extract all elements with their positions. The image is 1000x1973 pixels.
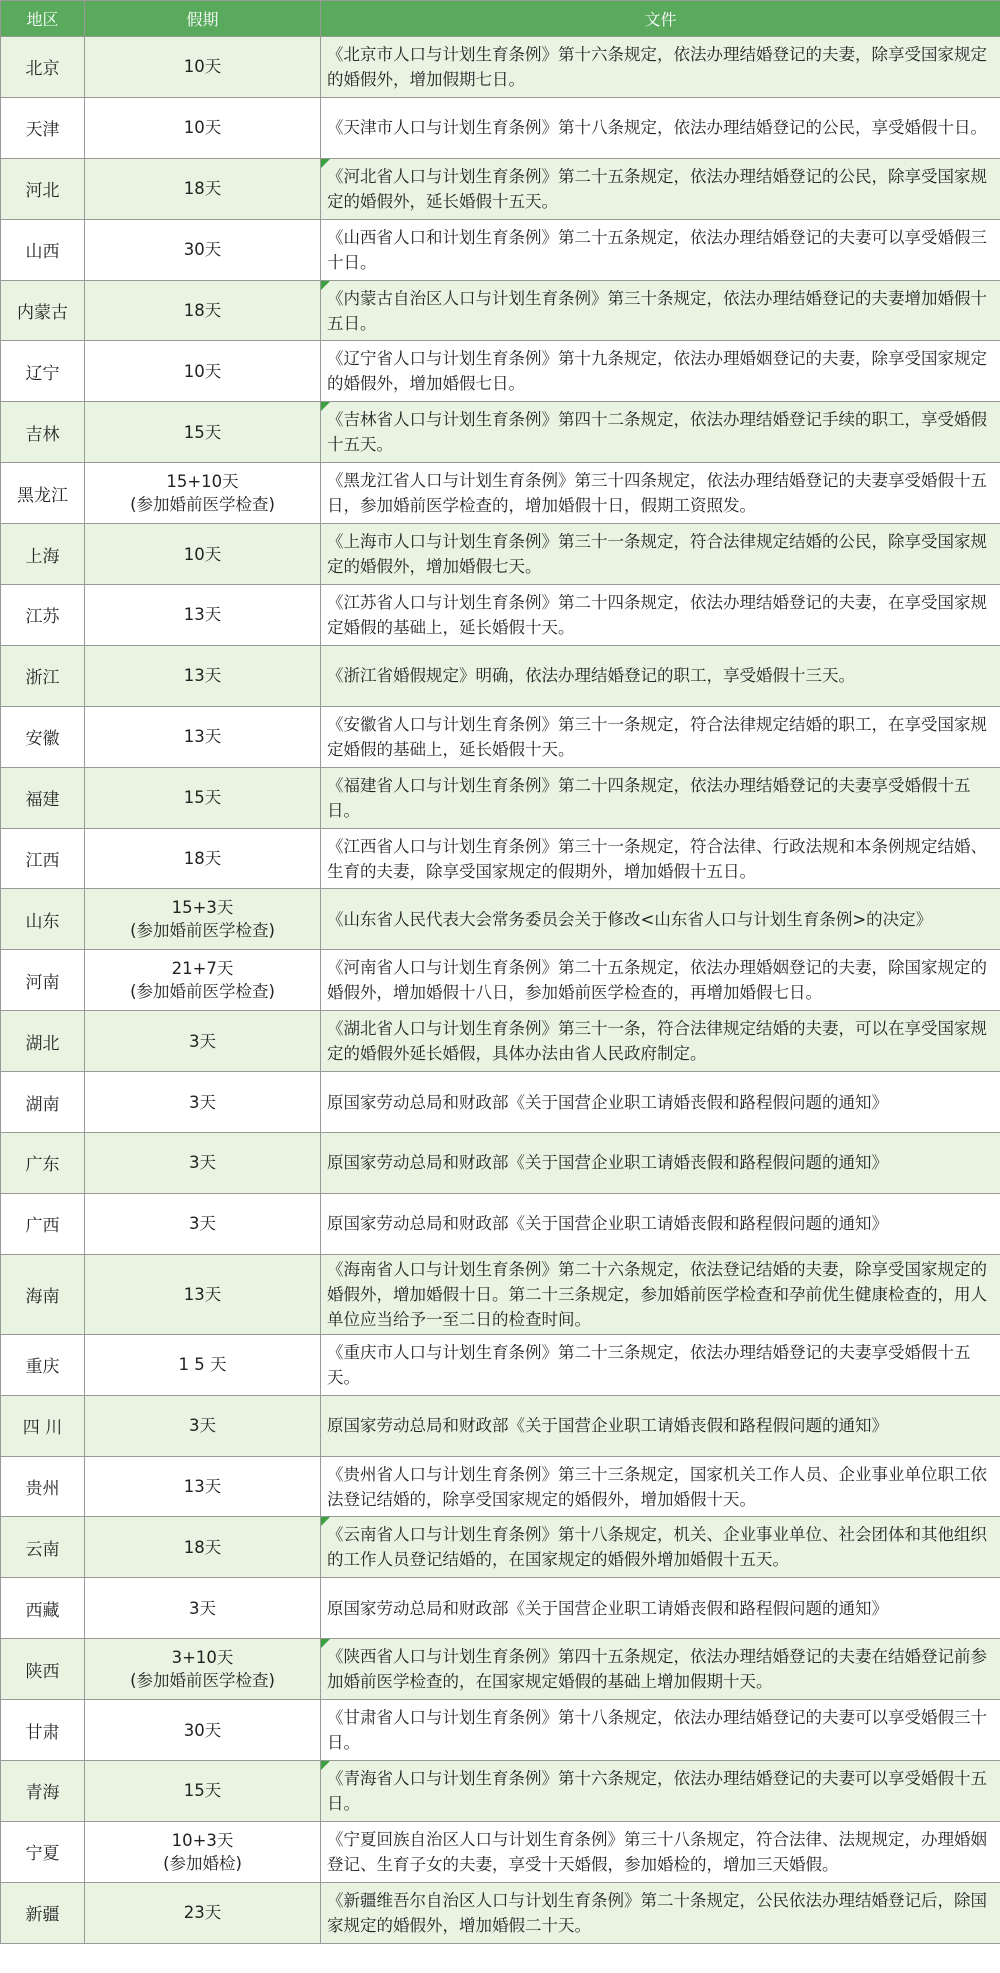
days-note: (参加婚前医学检查)	[130, 495, 275, 515]
days-cell	[85, 402, 321, 463]
days-cell	[85, 97, 321, 158]
region-cell: 天津	[1, 97, 85, 158]
days-value: 13天	[183, 605, 222, 625]
days-value: 3天	[189, 1153, 216, 1173]
days-cell	[85, 1456, 321, 1517]
document-cell: 《吉林省人口与计划生育条例》第四十二条规定，依法办理结婚登记手续的职工，享受婚假十五天。	[321, 402, 1000, 463]
document-cell: 原国家劳动总局和财政部《关于国营企业职工请婚丧假和路程假问题的通知》	[321, 1395, 1000, 1456]
days-value: 15天	[183, 1781, 222, 1801]
table-row	[1, 1254, 1000, 1334]
document-cell: 《重庆市人口与计划生育条例》第二十三条规定，依法办理结婚登记的夫妻享受婚假十五天。	[321, 1334, 1000, 1395]
days-cell	[85, 1882, 321, 1943]
days-cell	[85, 1334, 321, 1395]
days-cell	[85, 889, 321, 950]
table-row	[1, 37, 1000, 98]
days-cell	[85, 341, 321, 402]
region-cell: 重庆	[1, 1334, 85, 1395]
days-value: 3天	[189, 1031, 216, 1051]
region-cell: 湖南	[1, 1072, 85, 1133]
days-value: 10+3天	[171, 1830, 234, 1850]
days-cell	[85, 706, 321, 767]
region-cell: 江苏	[1, 585, 85, 646]
days-value: 13天	[183, 1477, 222, 1497]
days-cell	[85, 1011, 321, 1072]
days-value: 30天	[183, 240, 222, 260]
table-row	[1, 1334, 1000, 1395]
document-cell: 《福建省人口与计划生育条例》第二十四条规定，依法办理结婚登记的夫妻享受婚假十五日。	[321, 767, 1000, 828]
days-value: 3+10天	[171, 1648, 234, 1668]
region-cell: 广东	[1, 1133, 85, 1194]
region-cell: 湖北	[1, 1011, 85, 1072]
days-value: 18天	[183, 179, 222, 199]
days-cell	[85, 1821, 321, 1882]
table-row	[1, 1821, 1000, 1882]
days-cell	[85, 1761, 321, 1822]
document-cell: 《江苏省人口与计划生育条例》第二十四条规定，依法办理结婚登记的夫妻，在享受国家规定婚假的基础上，延长婚假十天。	[321, 585, 1000, 646]
header-region: 地区	[1, 1, 85, 37]
days-cell	[85, 1072, 321, 1133]
days-cell	[85, 524, 321, 585]
days-value: 30天	[183, 1720, 222, 1740]
table-row	[1, 1578, 1000, 1639]
days-value: 18天	[183, 301, 222, 320]
days-value: 1 5 天	[178, 1355, 227, 1375]
table-row	[1, 767, 1000, 828]
region-cell: 山东	[1, 889, 85, 950]
region-cell: 西藏	[1, 1578, 85, 1639]
document-cell: 《宁夏回族自治区人口与计划生育条例》第三十八条规定，符合法律、法规规定，办理婚姻登记、生育子女的夫妻，享受十天婚假，参加婚检的，增加三天婚假。	[321, 1821, 1000, 1882]
days-cell	[85, 1395, 321, 1456]
days-note: (参加婚前医学检查)	[130, 921, 275, 941]
table-row	[1, 97, 1000, 158]
days-value: 10天	[183, 57, 222, 77]
document-cell: 《湖北省人口与计划生育条例》第三十一条，符合法律规定结婚的夫妻，可以在享受国家规定的婚假外延长婚假，具体办法由省人民政府制定。	[321, 1011, 1000, 1072]
days-value: 18天	[183, 1537, 222, 1557]
document-cell: 《山东省人民代表大会常务委员会关于修改<山东省人口与计划生育条例>的决定》	[321, 889, 1000, 950]
days-value: 3天	[189, 1214, 216, 1234]
table-row	[1, 1517, 1000, 1578]
region-cell: 河南	[1, 950, 85, 1011]
document-cell: 《陕西省人口与计划生育条例》第四十五条规定，依法办理结婚登记的夫妻在结婚登记前参加婚前医学检查的，在国家规定婚假的基础上增加假期十天。	[321, 1639, 1000, 1700]
days-value: 18天	[183, 849, 222, 869]
document-cell: 《江西省人口与计划生育条例》第三十一条规定，符合法律、行政法规和本条例规定结婚、生育的夫妻，除享受国家规定的假期外，增加婚假十五日。	[321, 828, 1000, 889]
region-cell: 江西	[1, 828, 85, 889]
days-value: 13天	[183, 727, 222, 747]
days-cell	[85, 767, 321, 828]
document-cell: 原国家劳动总局和财政部《关于国营企业职工请婚丧假和路程假问题的通知》	[321, 1578, 1000, 1639]
days-cell	[85, 585, 321, 646]
document-cell: 《北京市人口与计划生育条例》第十六条规定，依法办理结婚登记的夫妻，除享受国家规定的婚假外，增加假期七日。	[321, 37, 1000, 98]
days-value: 3天	[189, 1092, 216, 1112]
document-cell: 原国家劳动总局和财政部《关于国营企业职工请婚丧假和路程假问题的通知》	[321, 1193, 1000, 1254]
days-cell	[85, 280, 321, 341]
region-cell: 浙江	[1, 645, 85, 706]
table-row	[1, 1700, 1000, 1761]
region-cell: 广西	[1, 1193, 85, 1254]
days-cell	[85, 1193, 321, 1254]
table-row	[1, 219, 1000, 280]
table-row	[1, 889, 1000, 950]
days-cell	[85, 828, 321, 889]
region-cell: 新疆	[1, 1882, 85, 1943]
days-value: 10天	[183, 361, 222, 381]
days-cell	[85, 1578, 321, 1639]
header-days: 假期	[85, 1, 321, 37]
region-cell: 北京	[1, 37, 85, 98]
document-cell: 《青海省人口与计划生育条例》第十六条规定，依法办理结婚登记的夫妻可以享受婚假十五日。	[321, 1761, 1000, 1822]
days-value: 15天	[183, 422, 222, 442]
table-row	[1, 1456, 1000, 1517]
region-cell: 宁夏	[1, 1821, 85, 1882]
table-row	[1, 645, 1000, 706]
region-cell: 上海	[1, 524, 85, 585]
table-row	[1, 706, 1000, 767]
document-cell: 《云南省人口与计划生育条例》第十八条规定，机关、企业事业单位、社会团体和其他组织的工作人员登记结婚的，在国家规定的婚假外增加婚假十五天。	[321, 1517, 1000, 1578]
region-cell: 安徽	[1, 706, 85, 767]
days-value: 15+3天	[171, 898, 234, 918]
region-cell: 陕西	[1, 1639, 85, 1700]
region-cell: 黑龙江	[1, 463, 85, 524]
table-row	[1, 1133, 1000, 1194]
days-cell	[85, 1517, 321, 1578]
table-row	[1, 402, 1000, 463]
table-row	[1, 1761, 1000, 1822]
document-cell: 《辽宁省人口与计划生育条例》第十九条规定，依法办理婚姻登记的夫妻，除享受国家规定的婚假外，增加婚假七日。	[321, 341, 1000, 402]
document-cell: 《海南省人口与计划生育条例》第二十六条规定，依法登记结婚的夫妻，除享受国家规定的婚假外，增加婚假十日。第二十三条规定，参加婚前医学检查和孕前优生健康检查的，用人单位应当给予一至二日的检查时间。	[321, 1254, 1000, 1334]
days-note: (参加婚检)	[163, 1853, 242, 1873]
days-cell	[85, 463, 321, 524]
days-cell	[85, 1133, 321, 1194]
table-row	[1, 1395, 1000, 1456]
days-cell	[85, 158, 321, 219]
table-row	[1, 828, 1000, 889]
days-value: 23天	[183, 1903, 222, 1923]
days-cell	[85, 1700, 321, 1761]
table-row	[1, 585, 1000, 646]
days-value: 10天	[183, 544, 222, 564]
days-value: 21+7天	[171, 959, 234, 979]
region-cell: 山西	[1, 219, 85, 280]
region-cell: 海南	[1, 1254, 85, 1334]
days-value: 13天	[183, 1284, 222, 1304]
days-cell	[85, 645, 321, 706]
region-cell: 福建	[1, 767, 85, 828]
header-doc: 文件	[321, 1, 1000, 37]
table-row	[1, 1639, 1000, 1700]
table-row	[1, 158, 1000, 219]
table-row	[1, 524, 1000, 585]
days-cell	[85, 950, 321, 1011]
days-value: 3天	[189, 1598, 216, 1618]
document-cell: 《贵州省人口与计划生育条例》第三十三条规定，国家机关工作人员、企业事业单位职工依法登记结婚的，除享受国家规定的婚假外，增加婚假十天。	[321, 1456, 1000, 1517]
region-cell: 云南	[1, 1517, 85, 1578]
days-cell	[85, 1254, 321, 1334]
table-row	[1, 1011, 1000, 1072]
table-row	[1, 950, 1000, 1011]
document-cell: 原国家劳动总局和财政部《关于国营企业职工请婚丧假和路程假问题的通知》	[321, 1133, 1000, 1194]
region-cell: 河北	[1, 158, 85, 219]
region-cell: 吉林	[1, 402, 85, 463]
document-cell: 《山西省人口和计划生育条例》第二十五条规定，依法办理结婚登记的夫妻可以享受婚假三十日。	[321, 219, 1000, 280]
table-row	[1, 1193, 1000, 1254]
region-cell: 甘肃	[1, 1700, 85, 1761]
document-cell: 《天津市人口与计划生育条例》第十八条规定，依法办理结婚登记的公民，享受婚假十日。	[321, 97, 1000, 158]
document-cell: 《内蒙古自治区人口与计划生育条例》第三十条规定，依法办理结婚登记的夫妻增加婚假十五日。	[321, 280, 1000, 341]
document-cell: 《安徽省人口与计划生育条例》第三十一条规定，符合法律规定结婚的职工，在享受国家规定婚假的基础上，延长婚假十天。	[321, 706, 1000, 767]
days-cell	[85, 219, 321, 280]
days-value: 15+10天	[166, 472, 239, 492]
header-row	[1, 1, 1000, 37]
region-cell: 内蒙古	[1, 280, 85, 341]
region-cell: 贵州	[1, 1456, 85, 1517]
days-value: 10天	[183, 118, 222, 138]
document-cell: 《河北省人口与计划生育条例》第二十五条规定，依法办理结婚登记的公民，除享受国家规定的婚假外，延长婚假十五天。	[321, 158, 1000, 219]
days-note: (参加婚前医学检查)	[130, 982, 275, 1002]
region-cell: 辽宁	[1, 341, 85, 402]
document-cell: 《黑龙江省人口与计划生育条例》第三十四条规定，依法办理结婚登记的夫妻享受婚假十五日，参加婚前医学检查的，增加婚假十日，假期工资照发。	[321, 463, 1000, 524]
region-cell: 四 川	[1, 1395, 85, 1456]
days-note: (参加婚前医学检查)	[130, 1671, 275, 1691]
days-value: 15天	[183, 788, 222, 808]
table-row	[1, 341, 1000, 402]
days-cell	[85, 1639, 321, 1700]
table-row	[1, 1882, 1000, 1943]
document-cell: 《河南省人口与计划生育条例》第二十五条规定，依法办理婚姻登记的夫妻，除国家规定的婚假外，增加婚假十八日，参加婚前医学检查的，再增加婚假七日。	[321, 950, 1000, 1011]
table-row	[1, 463, 1000, 524]
document-cell: 《上海市人口与计划生育条例》第三十一条规定，符合法律规定结婚的公民，除享受国家规定的婚假外，增加婚假七天。	[321, 524, 1000, 585]
days-value: 13天	[183, 666, 222, 686]
days-value: 3天	[189, 1416, 216, 1436]
region-cell: 青海	[1, 1761, 85, 1822]
document-cell: 《甘肃省人口与计划生育条例》第十八条规定，依法办理结婚登记的夫妻可以享受婚假三十日。	[321, 1700, 1000, 1761]
table-row	[1, 1072, 1000, 1133]
document-cell: 《浙江省婚假规定》明确，依法办理结婚登记的职工，享受婚假十三天。	[321, 645, 1000, 706]
document-cell: 《新疆维吾尔自治区人口与计划生育条例》第二十条规定，公民依法办理结婚登记后，除国家规定的婚假外，增加婚假二十天。	[321, 1882, 1000, 1943]
days-cell	[85, 37, 321, 98]
document-cell: 原国家劳动总局和财政部《关于国营企业职工请婚丧假和路程假问题的通知》	[321, 1072, 1000, 1133]
table-row	[1, 280, 1000, 341]
